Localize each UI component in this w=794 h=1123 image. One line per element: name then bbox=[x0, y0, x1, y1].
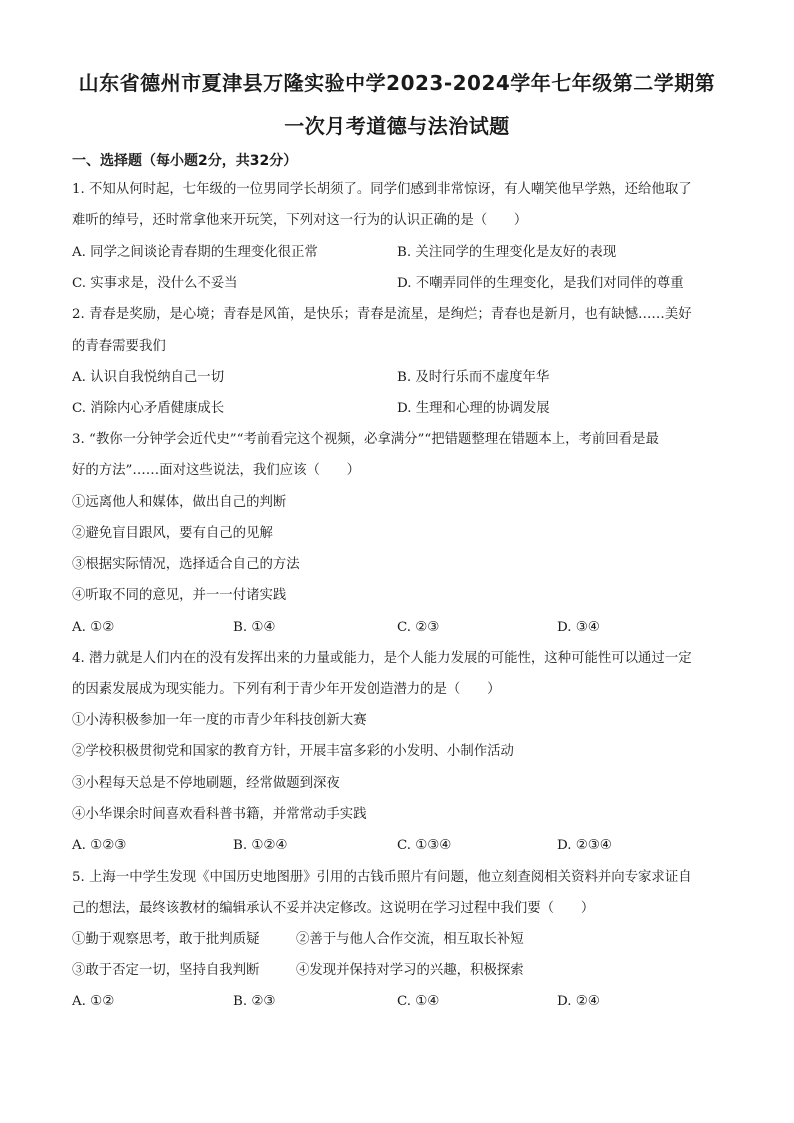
q4-stem-line2: 的因素发展成为现实能力。下列有利于青少年开发创造潜力的是（ ） bbox=[72, 682, 501, 697]
q3-statement-1: ①远离他人和媒体，做出自己的判断 bbox=[72, 495, 287, 510]
q1-stem-line2: 难听的绰号，还时常拿他来开玩笑，下列对这一行为的认识正确的是（ ） bbox=[72, 213, 528, 228]
q3-option-d: D. ③④ bbox=[557, 620, 600, 635]
q4-stem-line1: 4. 潜力就是人们内在的没有发挥出来的力量或能力，是个人能力发展的可能性，这种可能性可以通过一定 bbox=[72, 651, 692, 666]
q2-option-d: D. 生理和心理的协调发展 bbox=[397, 401, 550, 416]
q5-option-d: D. ②④ bbox=[557, 994, 600, 1009]
q4-statement-2: ②学校积极贯彻党和国家的教育方针，开展丰富多彩的小发明、小制作活动 bbox=[72, 744, 514, 759]
q3-statement-2: ②避免盲目跟风，要有自己的见解 bbox=[72, 526, 273, 541]
q5-statement-1: ①勤于观察思考，敢于批判质疑 bbox=[72, 932, 260, 947]
q3-statement-3: ③根据实际情况，选择适合自己的方法 bbox=[72, 557, 300, 572]
q3-option-a: A. ①② bbox=[72, 620, 115, 635]
q4-option-b: B. ①②④ bbox=[233, 838, 288, 853]
q1-option-d: D. 不嘲弄同伴的生理变化，是我们对同伴的尊重 bbox=[397, 276, 684, 291]
q2-option-b: B. 及时行乐而不虚度年华 bbox=[397, 370, 550, 385]
q2-stem-line2: 的青春需要我们 bbox=[72, 339, 166, 354]
q3-stem-line2: 好的方法”……面对这些说法，我们应该（ ） bbox=[72, 463, 361, 478]
q4-statement-1: ①小涛积极参加一年一度的市青少年科技创新大赛 bbox=[72, 713, 367, 728]
q2-option-a: A. 认识自我悦纳自己一切 bbox=[72, 370, 225, 385]
q3-option-c: C. ②③ bbox=[397, 620, 440, 635]
q2-option-c: C. 消除内心矛盾健康成长 bbox=[72, 401, 225, 416]
q4-option-c: C. ①③④ bbox=[397, 838, 452, 853]
q5-statement-4: ④发现并保持对学习的兴趣，积极探索 bbox=[296, 963, 524, 978]
q4-statement-4: ④小华课余时间喜欢看科普书籍，并常常动手实践 bbox=[72, 807, 367, 822]
exam-title-line2: 一次月考道德与法治试题 bbox=[284, 114, 510, 138]
q5-option-b: B. ②③ bbox=[233, 994, 276, 1009]
section-heading: 一、选择题（每小题2分，共32分） bbox=[72, 153, 298, 169]
q1-option-b: B. 关注同学的生理变化是友好的表现 bbox=[397, 245, 617, 260]
q3-option-b: B. ①④ bbox=[233, 620, 276, 635]
q5-statement-3: ③敢于否定一切，坚持自我判断 bbox=[72, 963, 260, 978]
q1-option-a: A. 同学之间谈论青春期的生理变化很正常 bbox=[72, 245, 318, 260]
q4-option-a: A. ①②③ bbox=[72, 838, 127, 853]
q5-stem-line1: 5. 上海一中学生发现《中国历史地图册》引用的古钱币照片有问题，他立刻查阅相关资料并向专家求证自 bbox=[72, 870, 692, 885]
q1-option-c: C. 实事求是，没什么不妥当 bbox=[72, 276, 238, 291]
q3-stem-line1: 3. “教你一分钟学会近代史”“考前看完这个视频，必拿满分”“把错题整理在错题本上，考前回看是最 bbox=[72, 432, 659, 447]
q4-option-d: D. ②③④ bbox=[557, 838, 612, 853]
q5-stem-line2: 己的想法，最终该教材的编辑承认不妥并决定修改。这说明在学习过程中我们要（ ） bbox=[72, 901, 595, 916]
q1-stem-line1: 1. 不知从何时起，七年级的一位男同学长胡须了。同学们感到非常惊讶，有人嘲笑他早学熟，还给他取了 bbox=[72, 182, 692, 197]
q5-option-c: C. ①④ bbox=[397, 994, 440, 1009]
q3-statement-4: ④听取不同的意见，并一一付诸实践 bbox=[72, 588, 287, 603]
q5-option-a: A. ①② bbox=[72, 994, 115, 1009]
q5-statement-2: ②善于与他人合作交流，相互取长补短 bbox=[296, 932, 524, 947]
exam-title-line1: 山东省德州市夏津县万隆实验中学2023-2024学年七年级第二学期第 bbox=[78, 71, 716, 95]
q4-statement-3: ③小程每天总是不停地刷题，经常做题到深夜 bbox=[72, 776, 340, 791]
q2-stem-line1: 2. 青春是奖励，是心境；青春是风笛，是快乐；青春是流星，是绚烂；青春也是新月，也有缺憾……美好 bbox=[72, 307, 692, 322]
